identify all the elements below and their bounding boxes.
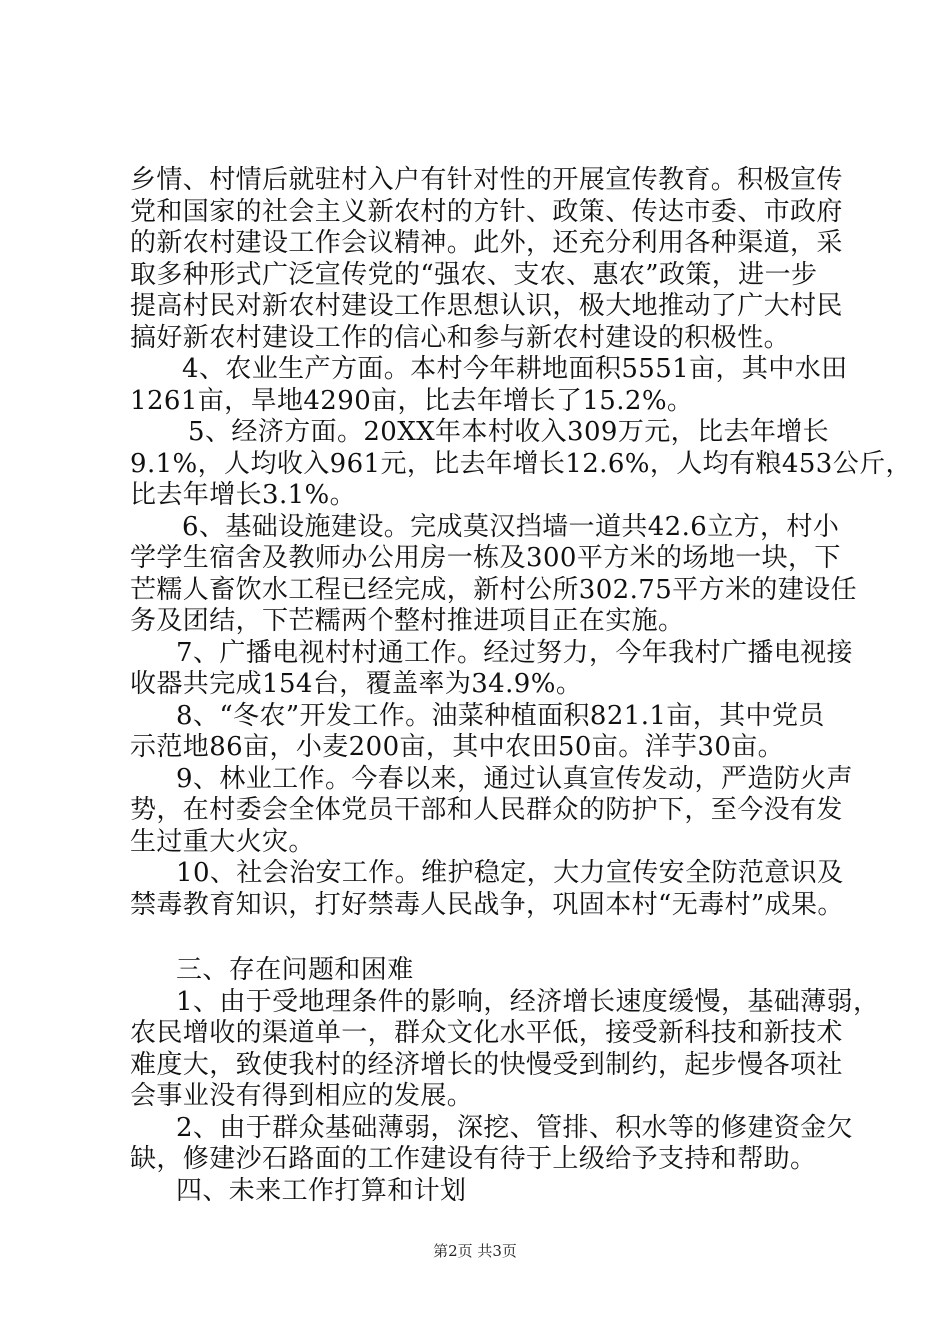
text-line: 会事业没有得到相应的发展。 [130,1081,474,1111]
text-line: 示范地86亩，小麦200亩，其中农田50亩。洋芋30亩。 [130,732,785,762]
text-line: 的新农村建设工作会议精神。此外，还充分利用各种渠道，采 [130,228,843,258]
text-line: 难度大，致使我村的经济增长的快慢受到制约，起步慢各项社 [130,1049,843,1080]
document-body [130,165,912,1207]
text-line: 9.1%，人均收入961元，比去年增长12.6%，人均有粮453公斤， [130,448,912,479]
text-line: 党和国家的社会主义新农村的方针、政策、传达市委、市政府 [130,196,843,227]
text-line: 1、由于受地理条件的影响，经济增长速度缓慢，基础薄弱， [176,986,880,1017]
text-line: 农民增收的渠道单一，群众文化水平低，接受新科技和新技术 [130,1018,843,1048]
text-line: 7、广播电视村村通工作。经过努力，今年我村广播电视接 [176,637,853,668]
text-line: 生过重大火灾。 [130,826,315,857]
page-number-footer: 第2页 共3页 [433,1242,517,1260]
text-line: 5、经济方面。20XX年本村收入309万元，比去年增长 [188,417,830,447]
text-line: 10、社会治安工作。维护稳定，大力宣传安全防范意识及 [176,858,844,888]
text-line: 收器共完成154台，覆盖率为34.9%。 [130,669,583,699]
text-line: 乡情、村情后就驻村入户有针对性的开展宣传教育。积极宣传 [130,165,843,195]
text-line: 4、农业生产方面。本村今年耕地面积5551亩，其中水田 [182,354,848,384]
text-line: 比去年增长3.1%。 [130,480,357,510]
section-gap [130,921,830,955]
text-line: 9、林业工作。今春以来，通过认真宣传发动，严造防火声 [176,763,853,794]
text-line: 8、“冬农”开发工作。油菜种植面积821.1亩，其中党员 [176,700,825,731]
text-line: 提高村民对新农村建设工作思想认识，极大地推动了广大村民 [130,291,843,321]
text-line: 学学生宿舍及教师办公用房一栋及300平方米的场地一块，下 [130,543,841,573]
text-line: 1261亩，旱地4290亩，比去年增长了15.2%。 [130,385,694,416]
text-line: 搞好新农村建设工作的信心和参与新农村建设的积极性。 [130,322,791,353]
text-line: 6、基础设施建设。完成莫汉挡墙一道共42.6立方，村小 [182,511,840,542]
text-line: 禁毒教育知识，打好禁毒人民战争，巩固本村“无毒村”成果。 [130,889,844,920]
text-line: 芒糯人畜饮水工程已经完成，新村公所302.75平方米的建设任 [130,574,857,605]
text-line: 取多种形式广泛宣传党的“强农、支农、惠农”政策，进一步 [130,259,818,290]
text-line: 三、存在问题和困难 [176,955,414,985]
text-line: 务及团结，下芒糯两个整村推进项目正在实施。 [130,606,685,636]
text-line: 缺，修建沙石路面的工作建设有待于上级给予支持和帮助。 [130,1144,817,1174]
text-line: 四、未来工作打算和计划 [176,1175,467,1206]
text-line: 2、由于群众基础薄弱，深挖、管排、积水等的修建资金欠 [176,1112,853,1143]
text-line: 势，在村委会全体党员干部和人民群众的防护下，至今没有发 [130,795,843,825]
